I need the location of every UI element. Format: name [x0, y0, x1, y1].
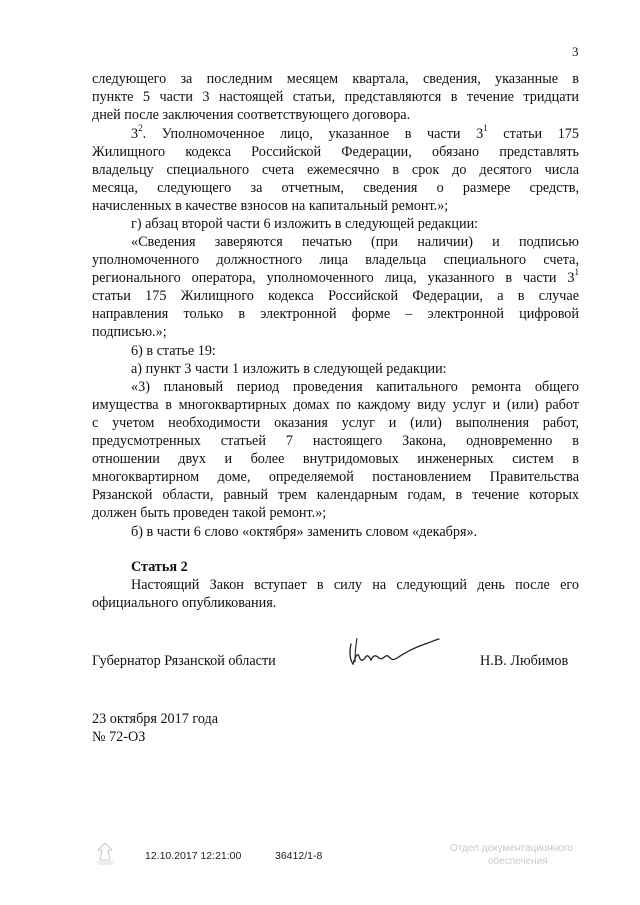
handwritten-signature — [343, 634, 443, 672]
quoted-text-line: уполномоченного должностного лица владельца специального счета, — [92, 252, 579, 268]
quoted-text-line: предусмотренных статьей 7 настоящего Закона, одновременно в — [92, 433, 579, 449]
stamp-mark — [92, 840, 118, 866]
amendment-line: 6) в статье 19: — [131, 343, 216, 359]
amendment-line: г) абзац второй части 6 изложить в следующей редакции: — [131, 216, 479, 232]
paragraph-3-2-line: владельцу специального счета ежемесячно в срок до десятого числа — [92, 162, 579, 178]
faded-stamp-text: обеспечения — [488, 856, 548, 867]
faded-stamp-text: Отдел документационного — [450, 843, 573, 854]
amendment-line: б) в части 6 слово «октября» заменить словом «декабря». — [131, 524, 478, 540]
quoted-text-line: подписью.»; — [92, 324, 167, 340]
footer-document-code: 36412/1-8 — [275, 850, 323, 862]
quoted-text-line: регионального оператора, уполномоченного лица, указанного в части $3^1$ — [92, 267, 579, 286]
quoted-text-line: «3) плановый период проведения капитального ремонта общего — [131, 379, 579, 395]
paragraph-3-2-line: $3^2$. Уполномоченное лицо, указанное в части $3^1$ статьи 175 — [131, 123, 579, 142]
body-line: дней после заключения соответствующего договора. — [92, 107, 411, 123]
body-line: следующего за последним месяцем квартала, сведения, указанные в — [92, 71, 579, 87]
article-2-line: Настоящий Закон вступает в силу на следующий день после его — [131, 577, 579, 593]
law-number: № 72-ОЗ — [92, 729, 146, 745]
body-line: пункте 5 части 3 настоящей статьи, представляются в течение тридцати — [92, 89, 579, 105]
quoted-text-line: должен быть проведен такой ремонт.»; — [92, 505, 327, 521]
page-number: 3 — [572, 44, 579, 59]
governor-name: Н.В. Любимов — [480, 653, 569, 669]
quoted-text-line: отношении двух и более внутридомовых инженерных систем в — [92, 451, 579, 467]
amendment-line: а) пункт 3 части 1 изложить в следующей редакции: — [131, 361, 447, 377]
governor-position: Губернатор Рязанской области — [92, 653, 276, 669]
law-date: 23 октября 2017 года — [92, 711, 219, 727]
paragraph-3-2-line: месяца, следующего за отчетным, сведения о размере средств, — [92, 180, 579, 196]
quoted-text-line: с учетом необходимости оказания услуг и (или) выполнения работ, — [92, 415, 579, 431]
article-2-title: Статья 2 — [131, 559, 188, 575]
quoted-text-line: многоквартирном доме, определяемой постановлением Правительства — [92, 469, 579, 485]
quoted-text-line: Рязанской области, равный трем календарным годам, в течение которых — [92, 487, 579, 503]
quoted-text-line: направления только в электронной форме – электронной цифровой — [92, 306, 579, 322]
quoted-text-line: статьи 175 Жилищного кодекса Российской Федерации, а в случае — [92, 288, 579, 304]
paragraph-3-2-line: Жилищного кодекса Российской Федерации, обязано представлять — [92, 144, 579, 160]
paragraph-3-2-line: начисленных в качестве взносов на капитальный ремонт.»; — [92, 198, 449, 214]
article-2-line: официального опубликования. — [92, 595, 277, 611]
quoted-text-line: «Сведения заверяются печатью (при наличии) и подписью — [131, 234, 579, 250]
quoted-text-line: имущества в многоквартирных домах по каждому виду услуг и (или) работ — [92, 397, 579, 413]
footer-timestamp: 12.10.2017 12:21:00 — [145, 850, 242, 862]
